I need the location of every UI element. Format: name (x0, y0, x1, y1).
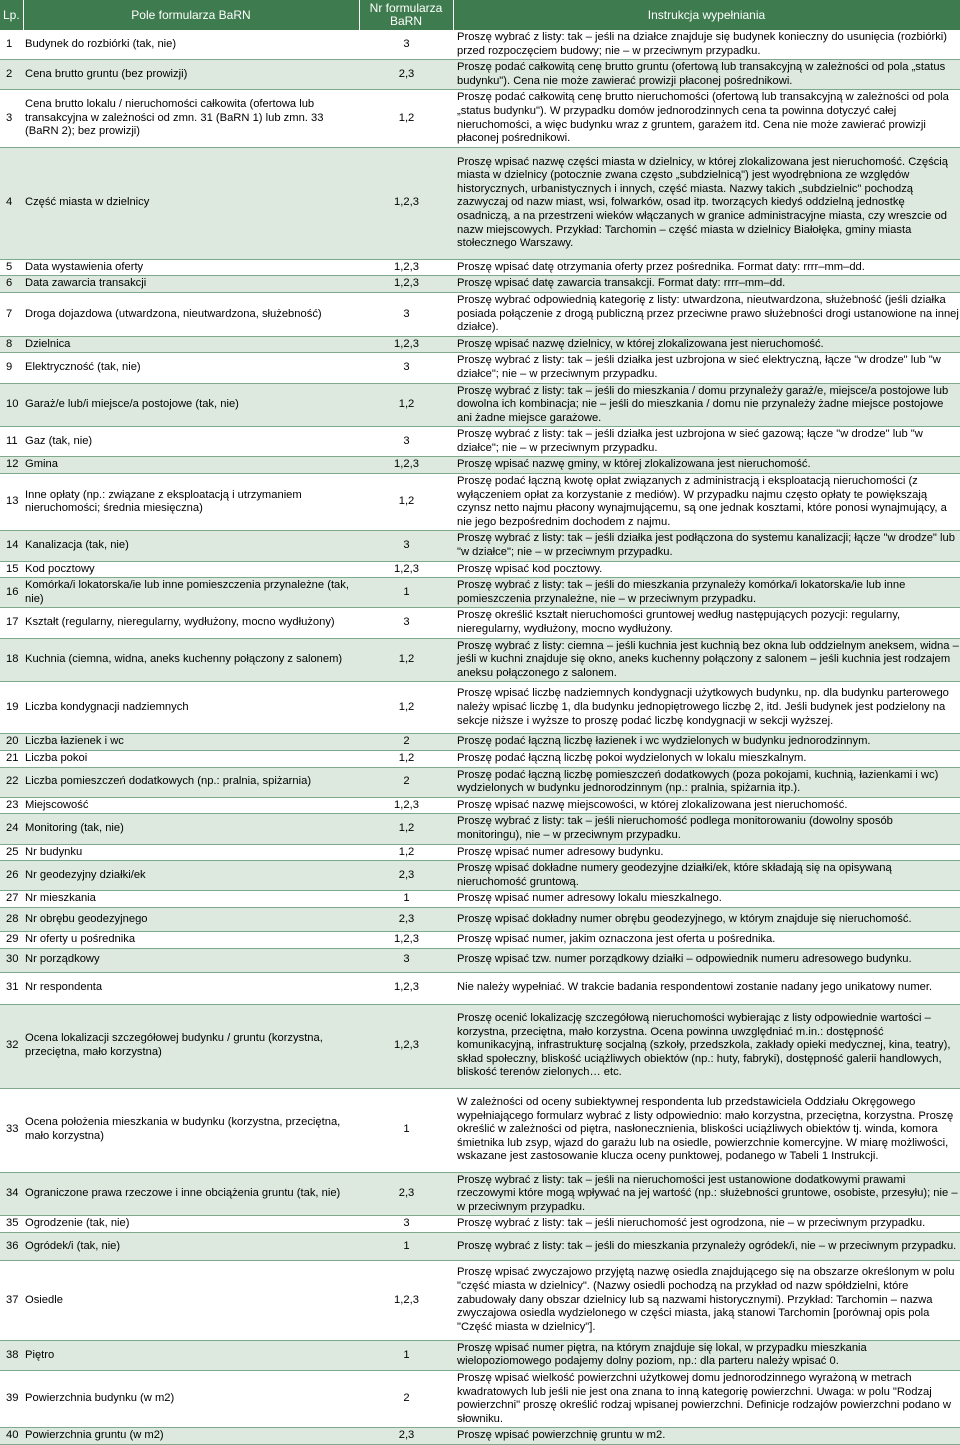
row-form-number: 3 (359, 948, 453, 972)
row-instruction: Proszę wpisać datę otrzymania oferty przez pośrednika. Format daty: rrrr–mm–dd. (453, 259, 960, 276)
row-instruction: Proszę wybrać z listy: tak – jeśli na działce znajduje się budynek konieczny do usunięcia (rozbiórki) przed rozpoczęciem budowy; nie – w przeciwnym przypadku. (453, 30, 960, 60)
row-field-name: Część miasta w dzielnicy (23, 147, 359, 259)
row-number: 14 (0, 531, 23, 561)
row-instruction: Proszę wybrać odpowiednią kategorię z listy: utwardzona, nieutwardzona, służebność (jeśli działka posiada połączenie z drogą publiczną przez przeciwne prawo służebności drogi ustanowione na innej działce). (453, 292, 960, 336)
row-instruction: Proszę wpisać nazwę gminy, w której zlokalizowana jest nieruchomość. (453, 457, 960, 474)
row-form-number: 1,2,3 (359, 276, 453, 293)
row-field-name: Elektryczność (tak, nie) (23, 353, 359, 383)
row-number: 10 (0, 383, 23, 427)
row-number: 36 (0, 1232, 23, 1260)
row-field-name: Kanalizacja (tak, nie) (23, 531, 359, 561)
table-row (0, 60, 960, 90)
row-form-number: 3 (359, 531, 453, 561)
row-field-name: Ogródek/i (tak, nie) (23, 1232, 359, 1260)
row-field-name: Nr budynku (23, 844, 359, 861)
row-field-name: Liczba pomieszczeń dodatkowych (np.: pralnia, spiżarnia) (23, 767, 359, 797)
table-row (0, 457, 960, 474)
row-form-number: 1,2 (359, 383, 453, 427)
row-number: 18 (0, 638, 23, 682)
row-field-name: Liczba pokoi (23, 750, 359, 767)
table-row (0, 561, 960, 578)
row-instruction: Proszę określić kształt nieruchomości gruntowej według następujących pozycji: regularny, nieregularny, wydłużony, mocno wydłużony. (453, 608, 960, 638)
table-row (0, 336, 960, 353)
row-field-name: Budynek do rozbiórki (tak, nie) (23, 30, 359, 60)
row-instruction: Proszę podać łączną liczbę pomieszczeń dodatkowych (poza pokojami, kuchnią, łazienkami i wc) wydzielonych w budynku jednorodzinnym (np.: pralnia, spiżarnia itp.). (453, 767, 960, 797)
row-instruction: Proszę wybrać z listy: tak – jeśli działka jest podłączona do systemu kanalizacji; łącze "w drodze" lub "w działce"; nie – w przeciwnym przypadku. (453, 531, 960, 561)
row-instruction: Proszę wpisać numer adresowy lokalu mieszkalnego. (453, 891, 960, 908)
row-instruction: Proszę podać całkowitą cenę brutto nieruchomości (ofertową lub transakcyjną w zależności od pola „status budynku"). W przypadku domów jednorodzinnych cena ta powinna dotyczyć całej nieruchomości, a więc budynku wraz z gruntem, garażem itd. Cena nie może zawierać prowizji płaconej pośrednikowi. (453, 90, 960, 147)
row-field-name: Nr geodezyjny działki/ek (23, 861, 359, 891)
row-field-name: Osiedle (23, 1260, 359, 1340)
row-number: 37 (0, 1260, 23, 1340)
table-row (0, 1004, 960, 1088)
row-instruction: Proszę wpisać zwyczajowo przyjętą nazwę osiedla znajdującego się na obszarze określonym w polu "część miasta w dzielnicy". (Nazwy osiedli pochodzą na przykład od nazw spółdzielni, które zabudowały dany obszar dzielnicy lub są nazwami historycznymi). Przykład: Tarchomin – nazwa zwyczajowa osiedla wydzielonego w części miasta, jaką stanowi Tarchomin [porównaj opis pola "Część miasta w dzielnicy"]. (453, 1260, 960, 1340)
table-row (0, 861, 960, 891)
row-instruction: Proszę wybrać z listy: tak – jeśli do mieszkania przynależy ogródek/i, nie – w przeciwnym przypadku. (453, 1232, 960, 1260)
row-number: 20 (0, 734, 23, 751)
table-row (0, 797, 960, 814)
row-number: 3 (0, 90, 23, 147)
row-form-number: 1,2 (359, 844, 453, 861)
row-instruction: Proszę wybrać z listy: tak – jeśli nieruchomość podlega monitorowaniu (dowolny sposób monitoringu), nie – w przeciwnym przypadku. (453, 814, 960, 844)
row-field-name: Miejscowość (23, 797, 359, 814)
row-number: 31 (0, 972, 23, 1004)
row-field-name: Data zawarcia transakcji (23, 276, 359, 293)
row-form-number: 2 (359, 1371, 453, 1428)
table-row (0, 531, 960, 561)
row-number: 28 (0, 907, 23, 931)
row-field-name: Ograniczone prawa rzeczowe i inne obciążenia gruntu (tak, nie) (23, 1172, 359, 1216)
header-form-number: Nr formularza BaRN (359, 0, 453, 30)
table-row (0, 891, 960, 908)
table-row (0, 814, 960, 844)
table-row (0, 608, 960, 638)
row-form-number: 1 (359, 891, 453, 908)
row-number: 35 (0, 1216, 23, 1233)
row-form-number: 1,2,3 (359, 972, 453, 1004)
row-instruction: Proszę wpisać datę zawarcia transakcji. Format daty: rrrr–mm–dd. (453, 276, 960, 293)
row-number: 19 (0, 682, 23, 734)
row-field-name: Nr respondenta (23, 972, 359, 1004)
table-row (0, 578, 960, 608)
row-number: 32 (0, 1004, 23, 1088)
row-form-number: 1,2 (359, 682, 453, 734)
row-form-number: 1,2 (359, 90, 453, 147)
row-field-name: Nr oferty u pośrednika (23, 931, 359, 948)
table-row (0, 750, 960, 767)
row-form-number: 2,3 (359, 60, 453, 90)
row-instruction: Proszę wpisać dokładne numery geodezyjne działki/ek, które składają się na opisywaną nieruchomość gruntową. (453, 861, 960, 891)
row-form-number: 1,2 (359, 750, 453, 767)
row-field-name: Liczba łazienek i wc (23, 734, 359, 751)
row-instruction: Proszę wpisać liczbę nadziemnych kondygnacji użytkowych budynku, np. dla budynku parterowego należy wpisać liczbę 1, dla budynku jednopiętrowego liczbę 2, itd. Jeśli budynek jest podzielony na sekcje niższe i wyższe to proszę podać liczbę kondygnacji w sekcji wyższej. (453, 682, 960, 734)
row-field-name: Gaz (tak, nie) (23, 427, 359, 457)
row-number: 25 (0, 844, 23, 861)
row-instruction: Proszę podać łączną liczbę łazienek i wc wydzielonych w budynku jednorodzinnym. (453, 734, 960, 751)
row-number: 15 (0, 561, 23, 578)
row-form-number: 2 (359, 734, 453, 751)
row-form-number: 1 (359, 1088, 453, 1172)
table-header-row (0, 0, 960, 30)
row-instruction: Proszę podać łączną kwotę opłat związanych z administracją i eksploatacją nieruchomości (z wyłączeniem opłat za korzystanie z mediów). W przypadku najmu często opłaty te powiększają czynsz netto najmu płacony wynajmującemu, są one jednak kosztami, które ponosi wynajmujący, a nie jego bezpośrednim dochodem z najmu. (453, 474, 960, 531)
table-row (0, 276, 960, 293)
header-lp: Lp. (0, 0, 23, 30)
row-instruction: Nie należy wypełniać. W trakcie badania respondentowi zostanie nadany jego unikatowy numer. (453, 972, 960, 1004)
row-number: 9 (0, 353, 23, 383)
row-number: 1 (0, 30, 23, 60)
header-instruction: Instrukcja wypełniania (453, 0, 960, 30)
row-field-name: Nr mieszkania (23, 891, 359, 908)
row-instruction: Proszę wpisać numer adresowy budynku. (453, 844, 960, 861)
row-form-number: 2 (359, 767, 453, 797)
row-instruction: Proszę wpisać wielkość powierzchni użytkowej domu jednorodzinnego wyrażoną w metrach kwadratowych lub jeśli nie jest ona znana to inną kategorię powierzchni. Uwaga: w polu "Rodzaj powierzchni" proszę określić rodzaj wpisanej powierzchni. Definicje rodzajów powierzchni podano w słowniku. (453, 1371, 960, 1428)
table-body (0, 30, 960, 1445)
row-number: 11 (0, 427, 23, 457)
row-number: 2 (0, 60, 23, 90)
table-row (0, 931, 960, 948)
table-row (0, 353, 960, 383)
row-form-number: 3 (359, 427, 453, 457)
row-form-number: 1,2 (359, 474, 453, 531)
row-field-name: Monitoring (tak, nie) (23, 814, 359, 844)
row-form-number: 2,3 (359, 861, 453, 891)
row-instruction: Proszę wybrać z listy: ciemna – jeśli kuchnia jest kuchnią bez okna lub oddzielnym aneksem, widna – jeśli w kuchni znajduje się okno, aneks kuchenny połączony z salonem – jeśli kuchnia jest rodzajem aneksu połączonego z salonem. (453, 638, 960, 682)
table-row (0, 474, 960, 531)
row-instruction: Proszę wybrać z listy: tak – jeśli na nieruchomości jest ustanowione dodatkowymi prawami rzeczowymi które mogą wpływać na jej wartość (np.: służebności gruntowe, osobiste, przesyłu); nie – w przeciwnym przypadku. (453, 1172, 960, 1216)
table-row (0, 90, 960, 147)
row-field-name: Gmina (23, 457, 359, 474)
row-field-name: Dzielnica (23, 336, 359, 353)
row-form-number: 1,2 (359, 638, 453, 682)
row-field-name: Droga dojazdowa (utwardzona, nieutwardzona, służebność) (23, 292, 359, 336)
row-instruction: Proszę ocenić lokalizację szczegółową nieruchomości wybierając z listy odpowiednie wartości – korzystna, przeciętna, mało korzystna. Ocena powinna uwzględniać m.in.: dostępność komunikacyjną, infrastrukturę socjalną (szkoły, przedszkola, zakłady opieki medycznej, kina, teatry), skład społeczny, bliskość uciążliwych obiektów (np.: huty, fabryki), dostępność galerii handlowych, bliskość terenów zielonych… etc. (453, 1004, 960, 1088)
row-number: 8 (0, 336, 23, 353)
row-number: 13 (0, 474, 23, 531)
row-field-name: Cena brutto lokalu / nieruchomości całkowita (ofertowa lub transakcyjna w zależności od zmn. 31 (BaRN 1) lub zmn. 33 (BaRN 2); bez prowizji) (23, 90, 359, 147)
row-instruction: Proszę wpisać numer piętra, na którym znajduje się lokal, w przypadku mieszkania wielopoziomowego podajemy dolny poziom, np.: dla parteru należy wpisać 0. (453, 1340, 960, 1370)
row-field-name: Komórka/i lokatorska/ie lub inne pomieszczenia przynależne (tak, nie) (23, 578, 359, 608)
row-field-name: Nr obrębu geodezyjnego (23, 907, 359, 931)
row-form-number: 1,2,3 (359, 147, 453, 259)
table-row (0, 734, 960, 751)
row-number: 22 (0, 767, 23, 797)
row-number: 34 (0, 1172, 23, 1216)
row-number: 30 (0, 948, 23, 972)
table-row (0, 30, 960, 60)
row-instruction: Proszę wpisać dokładny numer obrębu geodezyjnego, w którym znajduje się nieruchomość. (453, 907, 960, 931)
table-row (0, 1216, 960, 1233)
row-number: 6 (0, 276, 23, 293)
table-row (0, 1232, 960, 1260)
row-form-number: 2,3 (359, 1428, 453, 1445)
row-field-name: Inne opłaty (np.: związane z eksploatacją i utrzymaniem nieruchomości; średnia miesięczna) (23, 474, 359, 531)
row-field-name: Data wystawienia oferty (23, 259, 359, 276)
table-row (0, 1088, 960, 1172)
row-instruction: Proszę wpisać tzw. numer porządkowy działki – odpowiednik numeru adresowego budynku. (453, 948, 960, 972)
table-row (0, 767, 960, 797)
table-row (0, 292, 960, 336)
row-field-name: Kod pocztowy (23, 561, 359, 578)
row-form-number: 1,2 (359, 814, 453, 844)
row-instruction: Proszę wpisać powierzchnię gruntu w m2. (453, 1428, 960, 1445)
row-form-number: 1,2,3 (359, 1260, 453, 1340)
row-field-name: Kształt (regularny, nieregularny, wydłużony, mocno wydłużony) (23, 608, 359, 638)
row-form-number: 3 (359, 1216, 453, 1233)
table-row (0, 972, 960, 1004)
table-row (0, 844, 960, 861)
table-row (0, 147, 960, 259)
row-number: 38 (0, 1340, 23, 1370)
row-number: 26 (0, 861, 23, 891)
row-form-number: 3 (359, 292, 453, 336)
row-number: 5 (0, 259, 23, 276)
row-instruction: Proszę podać całkowitą cenę brutto gruntu (ofertową lub transakcyjną w zależności od pola „status budynku"). Cena nie może zawierać prowizji płaconej pośrednikowi. (453, 60, 960, 90)
row-instruction: Proszę wybrać z listy: tak – jeśli nieruchomość jest ogrodzona, nie – w przeciwnym przypadku. (453, 1216, 960, 1233)
row-field-name: Ocena lokalizacji szczegółowej budynku / gruntu (korzystna, przeciętna, mało korzystna) (23, 1004, 359, 1088)
row-field-name: Piętro (23, 1340, 359, 1370)
row-field-name: Garaż/e lub/i miejsce/a postojowe (tak, nie) (23, 383, 359, 427)
row-instruction: Proszę wpisać numer, jakim oznaczona jest oferta u pośrednika. (453, 931, 960, 948)
row-form-number: 1,2,3 (359, 259, 453, 276)
row-form-number: 1,2,3 (359, 931, 453, 948)
row-number: 39 (0, 1371, 23, 1428)
row-form-number: 1,2,3 (359, 797, 453, 814)
row-form-number: 2,3 (359, 1172, 453, 1216)
row-instruction: Proszę wpisać nazwę miejscowości, w której zlokalizowana jest nieruchomość. (453, 797, 960, 814)
row-instruction: Proszę wybrać z listy: tak – jeśli działka jest uzbrojona w sieć gazową; łącze "w drodze" lub "w działce"; nie – w przeciwnym przypadku. (453, 427, 960, 457)
row-instruction: Proszę wpisać nazwę części miasta w dzielnicy, w której zlokalizowana jest nieruchomość. Częścią miasta w dzielnicy (potocznie zwana często „subdzielnicą") jest wyodrębniona ze względów historycznych, urbanistycznych i innych, część miasta. Nazwy takich „subdzielnic" pochodzą zazwyczaj od nazw miast, wsi, folwarków, osad itp. tworzących kiedyś oddzielną jednostkę osadniczą, a na przestrzeni wieków włączanych w granice administracyjne miasta, czy wreszcie od nazw miejscowych. Przykład: Tarchomin – część miasta w dzielnicy Białołęka, gminy miasta stołecznego Warszawy. (453, 147, 960, 259)
table-row (0, 682, 960, 734)
row-field-name: Ocena położenia mieszkania w budynku (korzystna, przeciętna, mało korzystna) (23, 1088, 359, 1172)
row-instruction: Proszę podać łączną liczbę pokoi wydzielonych w lokalu mieszkalnym. (453, 750, 960, 767)
row-field-name: Kuchnia (ciemna, widna, aneks kuchenny połączony z salonem) (23, 638, 359, 682)
row-number: 40 (0, 1428, 23, 1445)
row-form-number: 1,2,3 (359, 457, 453, 474)
row-field-name: Liczba kondygnacji nadziemnych (23, 682, 359, 734)
row-instruction: Proszę wpisać nazwę dzielnicy, w której zlokalizowana jest nieruchomość. (453, 336, 960, 353)
table-row (0, 948, 960, 972)
row-instruction: W zależności od oceny subiektywnej respondenta lub przedstawiciela Oddziału Okręgowego wypełniającego formularz wybrać z listy odpowiednio: mało korzystna, przeciętna, korzystna. Proszę określić w zależności od piętra, nasłonecznienia, bliskości uciążliwych obiektów tj. winda, komora śmietnika lub zsyp, wjazd do garażu lub na osiedle, powierzchnie komercyjne. W miarę możliwości, wskazane jest zastosowanie klucza oceny punktowej, podanego w Tabeli 1 Instrukcji. (453, 1088, 960, 1172)
row-number: 29 (0, 931, 23, 948)
row-form-number: 3 (359, 608, 453, 638)
row-field-name: Powierzchnia gruntu (w m2) (23, 1428, 359, 1445)
table-row (0, 907, 960, 931)
row-form-number: 3 (359, 30, 453, 60)
row-instruction: Proszę wybrać z listy: tak – jeśli do mieszkania przynależy komórka/i lokatorska/ie lub inne pomieszczenia przynależne, nie – w przeciwnym przypadku. (453, 578, 960, 608)
row-number: 4 (0, 147, 23, 259)
row-instruction: Proszę wybrać z listy: tak – jeśli do mieszkania / domu przynależy garaż/e, miejsce/a postojowe lub dowolna ich kombinacja; nie – jeśli do mieszkania / domu nie przynależy żadne miejsce postojowe ani żadne miejsce garażowe. (453, 383, 960, 427)
table-row (0, 1428, 960, 1445)
table-row (0, 1340, 960, 1370)
row-field-name: Cena brutto gruntu (bez prowizji) (23, 60, 359, 90)
row-field-name: Powierzchnia budynku (w m2) (23, 1371, 359, 1428)
row-field-name: Ogrodzenie (tak, nie) (23, 1216, 359, 1233)
row-number: 12 (0, 457, 23, 474)
table-row (0, 638, 960, 682)
row-form-number: 1 (359, 1232, 453, 1260)
row-form-number: 1,2,3 (359, 1004, 453, 1088)
table-row (0, 1260, 960, 1340)
row-instruction: Proszę wpisać kod pocztowy. (453, 561, 960, 578)
row-number: 23 (0, 797, 23, 814)
row-form-number: 1 (359, 578, 453, 608)
row-form-number: 1,2,3 (359, 336, 453, 353)
table-row (0, 259, 960, 276)
row-number: 21 (0, 750, 23, 767)
row-form-number: 2,3 (359, 907, 453, 931)
table-row (0, 1371, 960, 1428)
row-number: 33 (0, 1088, 23, 1172)
row-form-number: 1,2,3 (359, 561, 453, 578)
row-instruction: Proszę wybrać z listy: tak – jeśli działka jest uzbrojona w sieć elektryczną, łącze "w drodze" lub "w działce"; nie – w przeciwnym przypadku. (453, 353, 960, 383)
row-field-name: Nr porządkowy (23, 948, 359, 972)
row-number: 16 (0, 578, 23, 608)
row-number: 24 (0, 814, 23, 844)
row-form-number: 3 (359, 353, 453, 383)
table-row (0, 1172, 960, 1216)
row-number: 17 (0, 608, 23, 638)
row-number: 27 (0, 891, 23, 908)
row-form-number: 1 (359, 1340, 453, 1370)
table-row (0, 383, 960, 427)
row-number: 7 (0, 292, 23, 336)
header-field: Pole formularza BaRN (23, 0, 359, 30)
table-row (0, 427, 960, 457)
